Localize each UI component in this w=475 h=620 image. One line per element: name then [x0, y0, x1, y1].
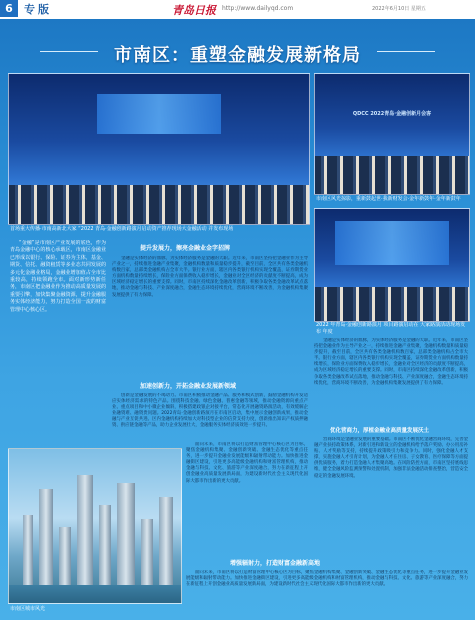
section-2-title: 加速创新力，开拓金融业发展新领域 — [140, 383, 237, 390]
date-line: 2022年6月10日 星期五 — [372, 6, 426, 12]
middle-right-caption: 2022 年青岛·金融创新路演月 项目路演启动在 大家路演活动现场发布 年度 — [316, 322, 466, 335]
top-right-caption: 市南区风光掠影，重新鼓起世·我新财发会·金年新鼓年·金年新鼓年 — [316, 196, 461, 202]
stage-sign-small: QDCC 2022青岛·金融创新月会客 — [352, 111, 432, 117]
main-photo-caption: 首场重大传播·市南高新北大家 “2022 青岛·金融创新路演月启动资产推荐现场大金融活动 并发布现场 — [10, 226, 234, 232]
page-headline: 市南区：重塑金融发展新格局 — [114, 45, 361, 66]
section-4-body: 面向未来，市南区将以打造财富管理中心核心区为目标，聚焦金融机构集聚、金融创新突破、金融生态优化等重点任务，进一步提升金融业发展能级和辐射带动能力。加快推进金融街区建设，引进更多高能级金融机构和财富管理机构，推动金融与科技、文化、旅游等产业深度融合，努力在新征程上开创金融业高质量发展新局面，为建设新时代社会主义现代化国际大都市作出新的更大贡献。 — [186, 570, 468, 588]
top-right-photo — [314, 73, 470, 195]
section-3-body: 营商环境是金融业发展的重要基础。市南区不断优化金融营商环境，完善金融产业扶持政策体系，对新引进和新设立的金融机构给予落户奖励、办公用房补贴、人才奖励等支持，持续提升政策吸引力和竞争力。同时，强化金融人才支撑，实施金融人才引育计划，为金融人才在住房、子女教育、医疗保障等方面提供优质服务，着力打造金融人才集聚高地。在风险防控方面，市南区坚持底线思维，健全金融风险监测预警和处置机制，加强非法金融活动排查整治，营造安全稳定的金融发展环境。 — [314, 437, 468, 479]
page-number: 6 — [0, 0, 18, 17]
intro-paragraph: “金融”是市南区产业发展的底色，作为青岛金融中心的核心承载区，市南区金融业已形成以银行、保险、证券为主体，基金、期货、信托、融资租赁等多业态共同发展的多元化金融业格局，金融业增加值占全市比重较高，持续领跑全市。面对新形势新任务，市南区把金融业作为推动高质量发展的重要引擎，加快集聚金融资源，提升金融服务实体经济能力，努力打造全国一流的财富管理中心核心区。 — [10, 240, 106, 313]
middle-right-photo — [314, 208, 470, 322]
section-3-title: 优化营商力，厚植金融业高质量发展沃土 — [330, 428, 430, 434]
section-4-title: 增强辐射力，打造财富金融新高地 — [230, 560, 321, 567]
newspaper-logo: 青岛日报 — [172, 4, 216, 17]
section-2-body-wrap: 面向未来，市南区将以打造财富管理中心核心区为目标，聚焦金融机构集聚、金融创新突破、金融生态优化等重点任务，进一步提升金融业发展能级和辐射带动能力。加快推进金融街区建设，引进更多高能级金融机构和财富管理机构，推动金融与科技、文化、旅游等产业深度融合，努力在新征程上开创金融业高质量发展新局面，为建设新时代社会主义现代化国际大都市作出新的更大贡献。 — [186, 442, 308, 484]
main-photo — [8, 73, 310, 225]
right-column-text: 金融是实体经济的血脉，为实体经济服务是金融的天职。近年来，市南区坚持把金融业作为主导产业之一，持续推进金融产业集聚，金融机构数量和质量稳步提升，截至目前，全区共有各类金融机构数百家，总部类金融机构占全市大半。银行业方面，辖区内各类银行机构实现全覆盖，证券期货业方面机构数量持续增长，保险业方面保费收入稳步增长，金融业对全区经济的贡献度不断提高，成为区域经济稳定增长的重要支撑。同时，市南区持续深化金融改革创新，积极争取各类金融改革试点落地，推动金融与科技、产业深度融合，金融生态环境持续优化，营商环境不断改善，为金融机构集聚发展提供了有力保障。 — [314, 338, 468, 386]
section-1-title: 提升发展力，擦亮金融业金字招牌 — [140, 245, 231, 252]
city-photo — [8, 448, 182, 604]
masthead — [0, 0, 475, 19]
crowd — [9, 185, 309, 224]
section-2-body-top: 创新是金融发展的不竭动力。市南区积极推动金融产品、服务和模式创新，鼓励金融机构开发适应实体经济需求的特色产品。围绕科技金融、绿色金融、普惠金融等领域，推动金融资源向重点产业、重点项目和中小微企业倾斜，积极搭建政银企对接平台，常态化开展融资路演活动，有效缓解企业融资难、融资贵问题。2022青岛·金融创新路演月在市南区启动，集中展示金融创新成果，推动金融与产业互促共进。区内金融机构持续加大对科技型企业的信贷支持力度，创新推出知识产权质押融资、供应链金融等产品，助力企业发展壮大，金融服务实体经济质效进一步提升。 — [112, 393, 308, 429]
section-1-body: 金融是实体经济的血脉，为实体经济服务是金融的天职。近年来，市南区坚持把金融业作为主导产业之一，持续推进金融产业集聚，金融机构数量和质量稳步提升，截至目前，全区共有各类金融机构数百家，总部类金融机构占全市大半。银行业方面，辖区内各类银行机构实现全覆盖，证券期货业方面机构数量持续增长，保险业方面保费收入稳步增长，金融业对全区经济的贡献度不断提高，成为区域经济稳定增长的重要支撑。同时，市南区持续深化金融改革创新，积极争取各类金融改革试点落地，推动金融与科技、产业深度融合，金融生态环境持续优化，营商环境不断改善，为金融机构集聚发展提供了有力保障。 — [112, 256, 308, 298]
city-photo-caption: 市南区城市风光 — [10, 606, 46, 612]
section-label: 专版 — [24, 3, 52, 16]
website-url[interactable]: http://www.dailyqd.com — [222, 5, 294, 12]
